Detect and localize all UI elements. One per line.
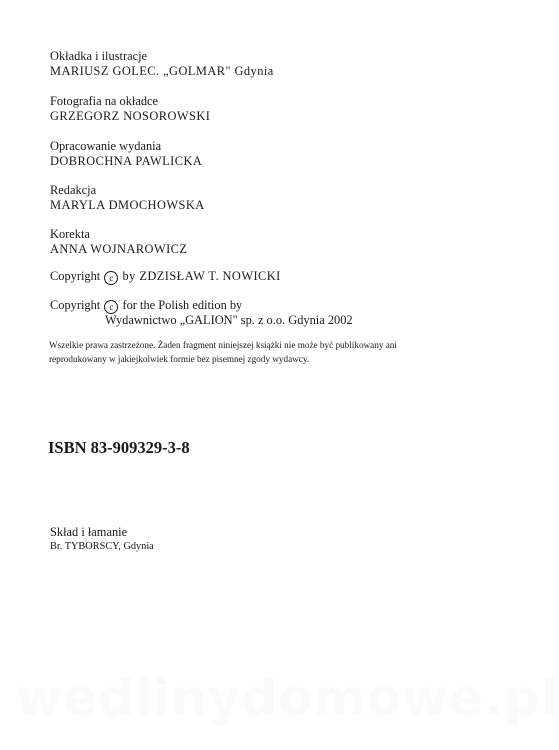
copyright-author: by ZDZISŁAW T. NOWICKI — [122, 269, 281, 283]
rights-line-2: reprodukowany w jakiejkolwiek formie bez pisemnej zgody wydawcy. — [49, 353, 310, 364]
rights-notice — [49, 339, 439, 366]
copyright-prefix: Copyright — [50, 298, 101, 312]
edition-credit-label: Opracowanie wydania — [50, 139, 162, 153]
site-watermark: wedlinydomowe.pl — [16, 669, 559, 727]
cover-credit-name: MARIUSZ GOLEC. „GOLMAR" Gdynia — [50, 64, 274, 78]
rights-line-1: Wszelkie prawa zastrzeżone. Żaden fragment niniejszej książki nie może być publikowany ani — [49, 340, 397, 350]
edition-credit-name: DOBROCHNA PAWLICKA — [50, 154, 203, 168]
isbn-number: ISBN 83-909329-3-8 — [48, 438, 190, 457]
photo-credit-label: Fotografia na okładce — [50, 94, 159, 108]
cover-credit-label: Okładka i ilustracje — [50, 49, 148, 63]
copyright-icon: c — [104, 271, 118, 285]
copyright-prefix: Copyright — [50, 269, 101, 283]
copyright-icon: c — [104, 300, 118, 314]
proof-credit-name: ANNA WOJNAROWICZ — [50, 242, 188, 256]
typesetting-name: Br. TYBORSCY, Gdynia — [50, 541, 154, 552]
typesetting-label: Skład i łamanie — [50, 525, 128, 539]
proof-credit-label: Korekta — [50, 227, 90, 241]
copyright-edition-text: for the Polish edition by — [122, 298, 243, 312]
editor-credit-name: MARYLA DMOCHOWSKA — [50, 198, 205, 212]
copyright-edition-line — [50, 298, 242, 314]
photo-credit-name: GRZEGORZ NOSOROWSKI — [50, 109, 211, 123]
editor-credit-label: Redakcja — [50, 183, 97, 197]
copyright-author-line — [50, 269, 281, 285]
publisher-line: Wydawnictwo „GALION" sp. z o.o. Gdynia 2002 — [105, 313, 353, 327]
